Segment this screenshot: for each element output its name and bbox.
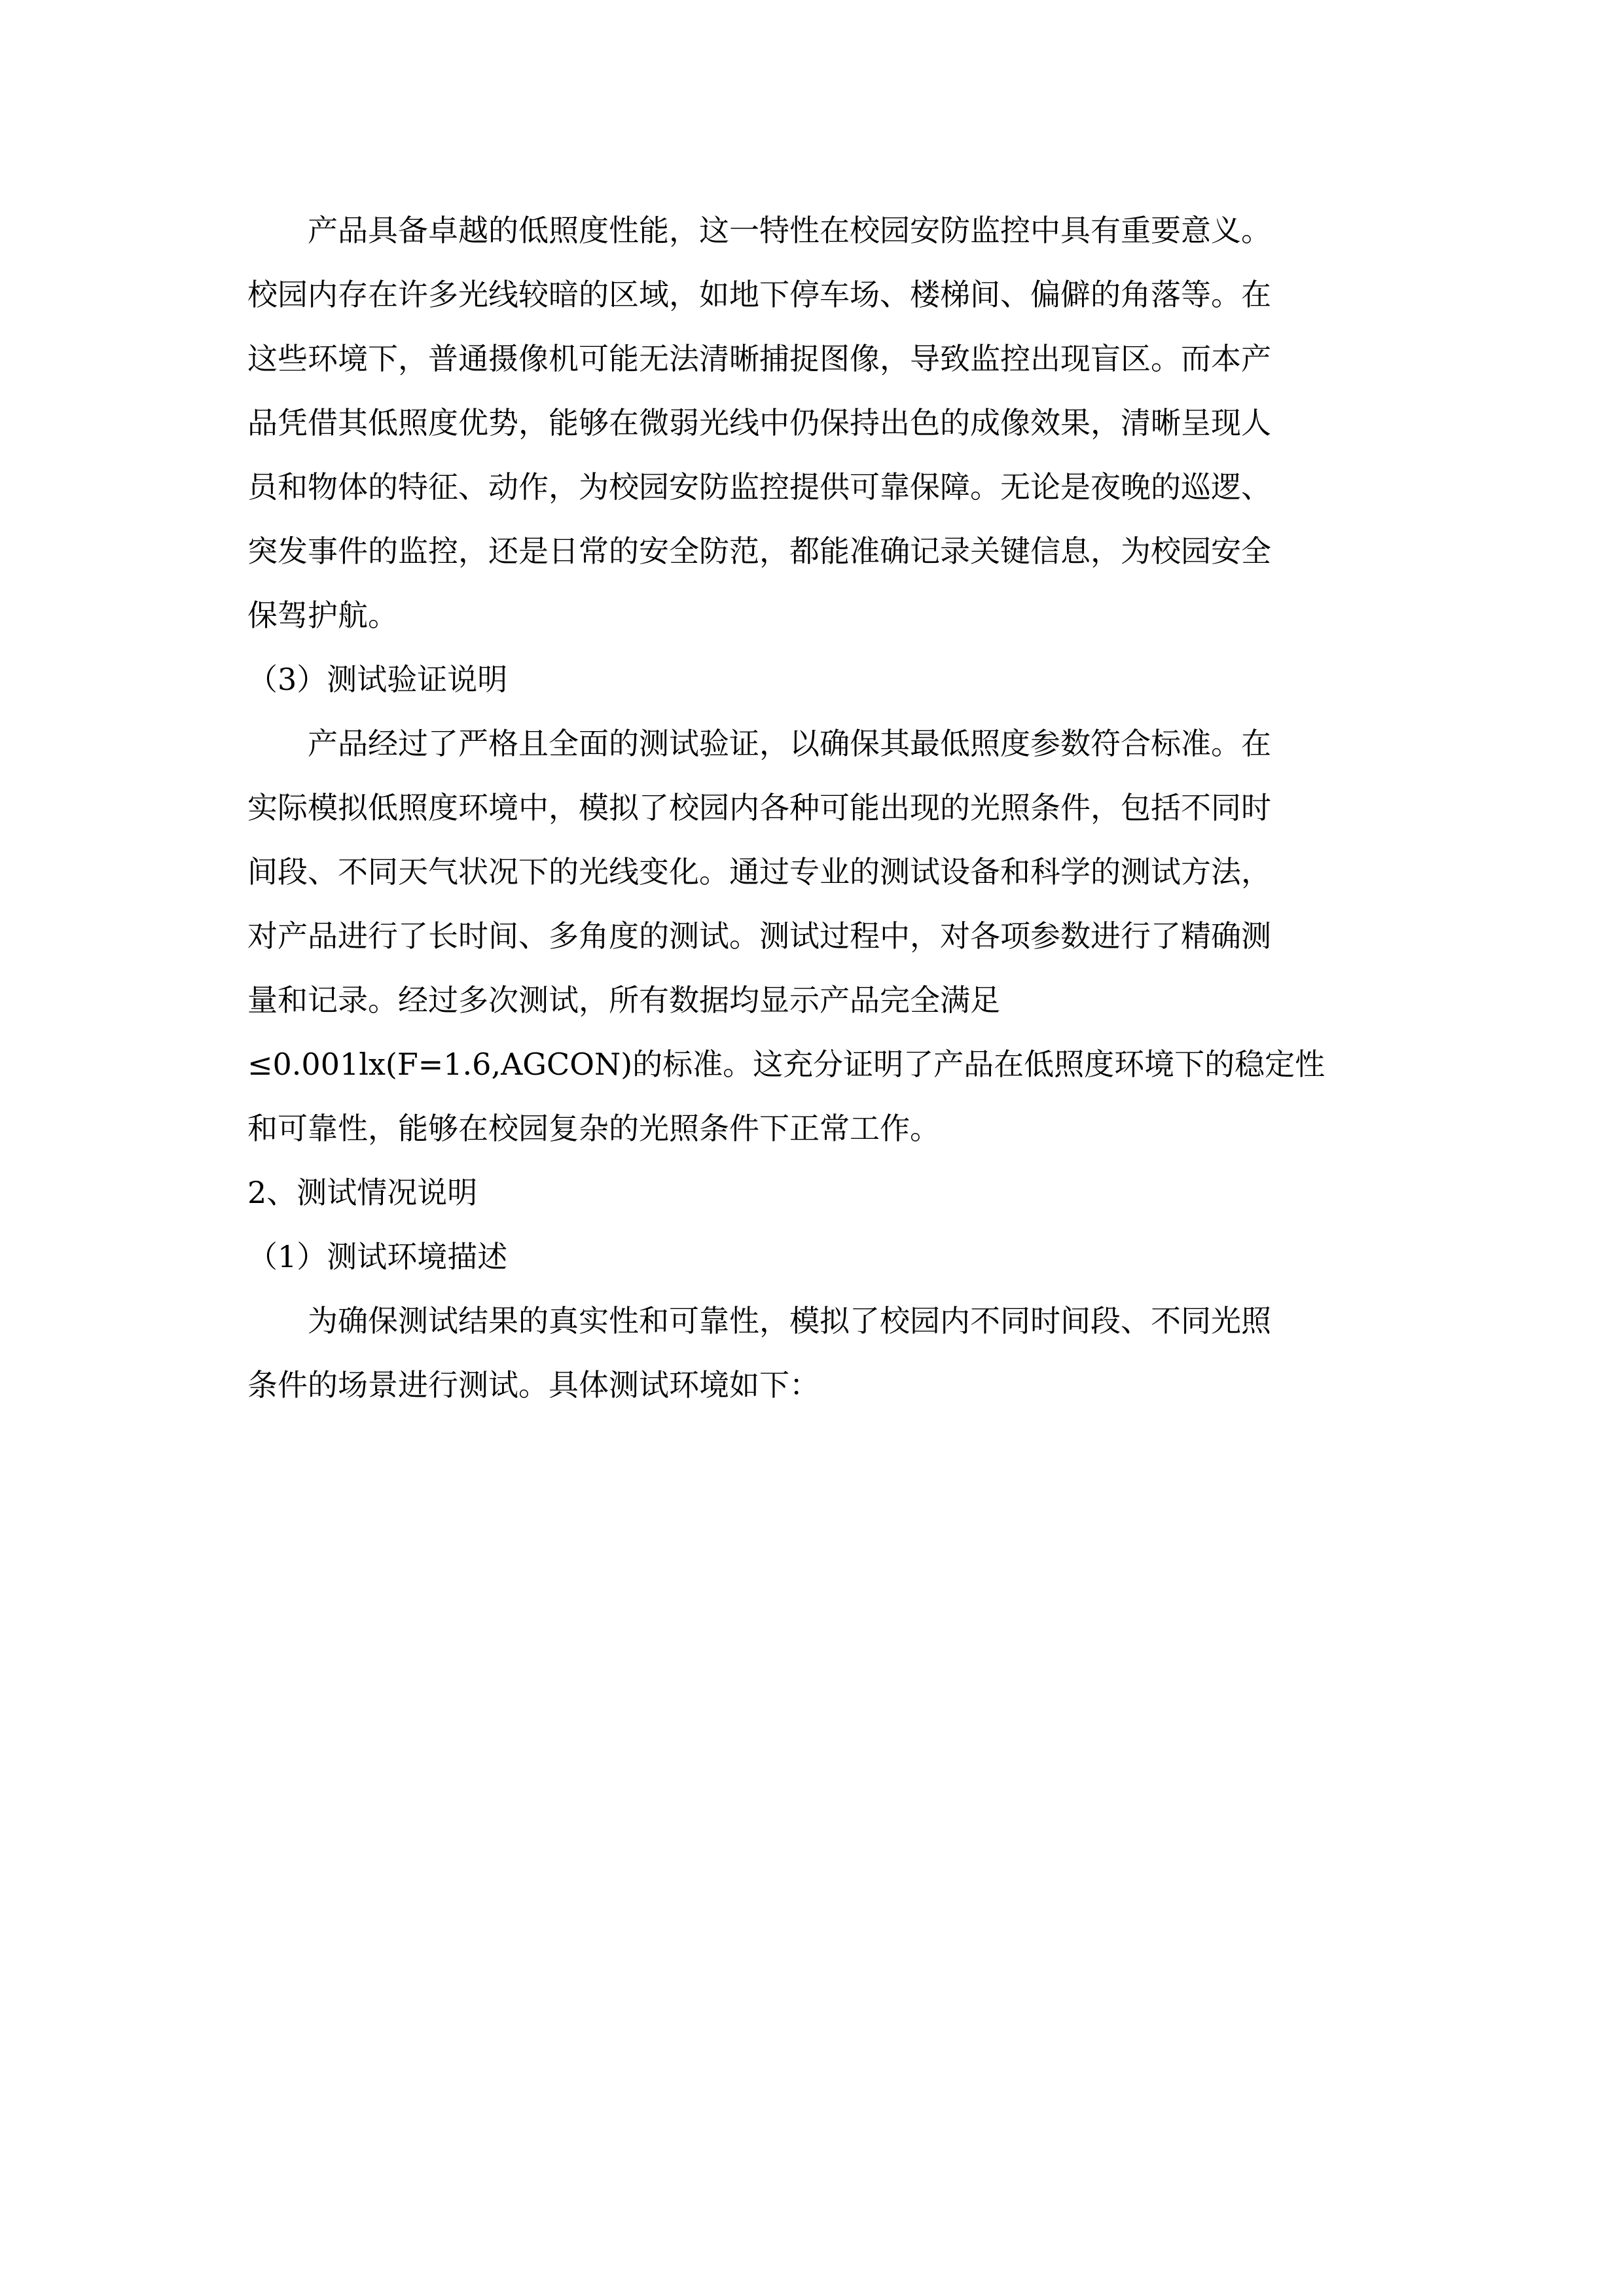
section-heading-test-status: 2、测试情况说明 — [247, 1175, 478, 1210]
paragraph-line: 条件的场景进行测试。具体测试环境如下： — [247, 1367, 820, 1403]
paragraph-line: ≤0.001lx(F=1.6,AGCON)的标准。这充分证明了产品在低照度环境下的稳定性 — [247, 1047, 1326, 1082]
paragraph-line: 为确保测试结果的真实性和可靠性，模拟了校园内不同时间段、不同光照 — [308, 1303, 1271, 1338]
paragraph-line: 产品经过了严格且全面的测试验证，以确保其最低照度参数符合标准。在 — [308, 726, 1271, 761]
section-heading-test-env: （1）测试环境描述 — [247, 1239, 508, 1274]
paragraph-line: 保驾护航。 — [247, 598, 398, 633]
paragraph-line: 产品具备卓越的低照度性能，这一特性在校园安防监控中具有重要意义。 — [308, 213, 1271, 248]
document-body — [247, 198, 1373, 1417]
paragraph-line: 和可靠性，能够在校园复杂的光照条件下正常工作。 — [247, 1111, 940, 1146]
paragraph-line: 量和记录。经过多次测试，所有数据均显示产品完全满足 — [247, 982, 1000, 1018]
paragraph-line: 对产品进行了长时间、多角度的测试。测试过程中，对各项参数进行了精确测 — [247, 918, 1271, 954]
paragraph-line: 校园内存在许多光线较暗的区域，如地下停车场、楼梯间、偏僻的角落等。在 — [247, 277, 1271, 312]
paragraph-line: 员和物体的特征、动作，为校园安防监控提供可靠保障。无论是夜晚的巡逻、 — [247, 469, 1271, 505]
paragraph-line: 实际模拟低照度环境中，模拟了校园内各种可能出现的光照条件，包括不同时 — [247, 790, 1271, 825]
paragraph-line: 这些环境下，普通摄像机可能无法清晰捕捉图像，导致监控出现盲区。而本产 — [247, 341, 1271, 376]
paragraph-line: 间段、不同天气状况下的光线变化。通过专业的测试设备和科学的测试方法， — [247, 854, 1271, 889]
paragraph-line: 突发事件的监控，还是日常的安全防范，都能准确记录关键信息，为校园安全 — [247, 533, 1271, 569]
paragraph-line: 品凭借其低照度优势，能够在微弱光线中仍保持出色的成像效果，清晰呈现人 — [247, 405, 1271, 440]
section-heading-test-verify: （3）测试验证说明 — [247, 662, 508, 697]
